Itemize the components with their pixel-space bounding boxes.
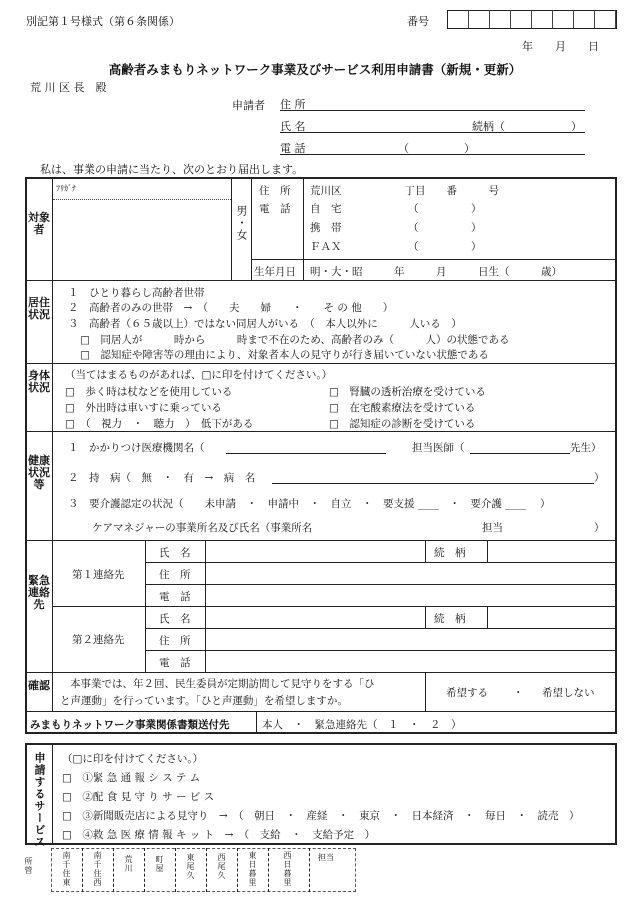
fax-label: ＦＡＸ — [310, 241, 342, 253]
office-tanto: 担当 — [318, 853, 334, 862]
divider — [251, 259, 616, 260]
contact-1-address-label: 住 所 — [159, 569, 191, 581]
contact-2-label: 第２連絡先 — [72, 634, 125, 646]
divider — [487, 606, 488, 628]
contact-2-address-label: 住 所 — [159, 635, 191, 647]
office-higashi-ogu[interactable]: 東尾久 — [186, 853, 195, 880]
office-nishi-ogu[interactable]: 西尾久 — [217, 853, 226, 880]
chronic-disease-label: ２ 持 病（ 無 ・ 有 → 病 名 — [68, 472, 256, 484]
divider — [256, 711, 257, 733]
office-arakawa[interactable]: 荒川 — [124, 855, 133, 873]
label-column-divider — [52, 178, 53, 711]
divider — [175, 848, 176, 892]
applicant-name-label: 氏 名 — [280, 120, 306, 133]
divider — [425, 672, 426, 711]
divider — [145, 584, 616, 585]
divider — [145, 562, 616, 563]
physical-check-cane[interactable]: □ 歩く時は杖などを使用している — [65, 386, 233, 398]
divider — [251, 178, 252, 280]
mobile-phone-field[interactable]: （ ） — [408, 222, 482, 234]
confirm-text-2: と声運動」を行っています。「ひと声運動」を希望しますか。 — [60, 695, 348, 707]
physical-section-label: 身体状況 — [28, 369, 50, 394]
addressee: 荒 川 区 長 殿 — [30, 81, 107, 94]
want-option[interactable]: 希望する — [446, 687, 488, 699]
services-note: （□に印を付けてください。） — [62, 753, 204, 765]
office-machiya[interactable]: 町屋 — [155, 855, 164, 873]
confirm-section-label: 確認 — [28, 679, 50, 692]
disease-close: ） — [594, 472, 605, 484]
contact-1-name-field[interactable] — [207, 542, 423, 561]
target-name-field[interactable] — [54, 201, 230, 279]
contact-2-name-field[interactable] — [207, 608, 423, 627]
target-address-label: 住 所 — [259, 185, 291, 197]
target-section-label: 対象者 — [28, 211, 50, 236]
services-section-label: 申請するサービス — [33, 752, 46, 848]
number-label: 番号 — [407, 15, 429, 28]
contact-2-phone-label: 電 話 — [159, 657, 191, 669]
divider — [145, 628, 616, 629]
divider — [206, 848, 207, 892]
service-medical-kit[interactable]: □ ④救 急 医 療 情 報 キ ッ ト → （ 支給 ・ 支給予定 ） — [62, 829, 376, 841]
separator — [26, 711, 616, 712]
divider — [144, 848, 145, 892]
contact-1-phone-label: 電 話 — [159, 591, 191, 603]
residence-check-dementia[interactable]: □ 認知症や障害等の理由により、対象者本人の見守りが行き届いていない状態である — [80, 349, 489, 361]
documents-destination-label: みまもりネットワーク事業関係書類送付先 — [30, 719, 230, 731]
home-phone-field[interactable]: （ ） — [408, 203, 482, 215]
clinic-label: １ かかりつけ医療機関名（ — [68, 442, 205, 454]
target-address-value[interactable]: 荒川区 丁目 番 号 — [310, 185, 499, 197]
applicant-label: 申請者 — [232, 99, 265, 112]
physical-check-dementia[interactable]: □ 認知症の診断を受けている — [329, 418, 476, 430]
clinic-field[interactable] — [226, 440, 386, 454]
residence-option-1[interactable]: １ ひとり暮らし高齢者世帯 — [68, 287, 205, 299]
contact-2-name-label: 氏 名 — [159, 613, 191, 625]
divider — [303, 178, 304, 280]
contact-2-address-field[interactable] — [207, 630, 614, 649]
birthdate-field[interactable]: 明・大・昭 年 月 日生（ 歳） — [310, 266, 562, 278]
contact-1-relation-field[interactable] — [489, 542, 614, 561]
furigana-divider — [53, 199, 231, 200]
divider — [52, 744, 53, 844]
physical-check-dialysis[interactable]: □ 腎臓の透析治療を受けている — [329, 386, 486, 398]
health-section-label: 健康状況等 — [28, 454, 50, 491]
residence-option-3[interactable]: ３ 高齢者（６５歳以上）ではない同居人がいる （ 本人以外に 人いる ） — [68, 318, 462, 330]
office-higashi-nippori[interactable]: 東日暮里 — [248, 851, 257, 887]
residence-option-2[interactable]: ２ 高齢者のみの世帯 → （ 夫 婦 ・ そ の 他 ） — [68, 302, 394, 314]
target-phone-label: 電 話 — [259, 203, 291, 215]
service-emergency-alert[interactable]: □ ①緊 急 通 報 シ ス テ ム — [62, 772, 201, 784]
applicant-phone-label: 電 話 — [280, 142, 306, 155]
birthdate-label: 生年月日 — [254, 266, 296, 278]
contact-2-relation-label: 続 柄 — [434, 613, 466, 625]
divider — [145, 650, 616, 651]
divider — [425, 540, 426, 562]
form-number: 別記第１号様式（第６条関係） — [26, 15, 180, 28]
documents-destination-value[interactable]: 本人 ・ 緊急連絡先（ １ ・ ２ ） — [262, 719, 462, 731]
separator — [26, 280, 616, 281]
physical-check-vision[interactable]: □ （ 視力 ・ 聴力 ） 低下がある — [65, 418, 254, 430]
home-phone-label: 自 宅 — [310, 203, 342, 215]
not-want-option[interactable]: 希望しない — [542, 687, 595, 699]
divider — [425, 606, 426, 628]
separator — [26, 672, 616, 673]
divider — [309, 848, 310, 892]
residence-check-absence[interactable]: □ 同居人が 時から 時まで不在のため、高齢者のみ（ 人）の状態である — [80, 334, 510, 346]
gender-select[interactable]: 男・女 — [235, 205, 248, 241]
office-label: 所管 — [24, 857, 33, 875]
applicant-address-label: 住 所 — [280, 98, 306, 111]
contact-2-relation-field[interactable] — [489, 608, 614, 627]
applicant-relation: 続柄（ ） — [472, 120, 582, 133]
service-newspaper-watch[interactable]: □ ③新聞販売店による見守り → （ 朝日 ・ 産経 ・ 東京 ・ 日本経済 ・ 毎日 ・ 読売 ） — [62, 810, 580, 822]
divider — [487, 540, 488, 562]
furigana-label: ﾌﾘｶﾞﾅ — [56, 184, 76, 193]
residence-section-label: 居住状況 — [28, 296, 50, 321]
care-manager-tanto: 担当 — [482, 522, 503, 534]
divider — [82, 848, 83, 892]
divider — [53, 606, 616, 607]
doctor-suffix: 先生） — [570, 442, 602, 454]
separator — [26, 363, 616, 364]
contact-1-name-label: 氏 名 — [159, 547, 191, 559]
contact-1-phone-field[interactable] — [207, 586, 614, 605]
contact-1-label: 第１連絡先 — [72, 569, 125, 581]
contact-1-address-field[interactable] — [207, 564, 614, 583]
separator — [26, 540, 616, 541]
care-level-status[interactable]: ３ 要介護認定の状況（ 未申請 ・ 申請中 ・ 自立 ・ 要支援 ____ ・ 要介護 ____ ） — [68, 498, 551, 510]
divider — [231, 178, 232, 280]
confirm-separator: ・ — [513, 687, 524, 699]
applicant-address-field[interactable] — [280, 96, 585, 111]
fax-field[interactable]: （ ） — [408, 241, 482, 253]
divider — [113, 848, 114, 892]
number-boxes[interactable] — [447, 10, 617, 29]
physical-note: （当てはまるものがあれば、□に印を付けてください。） — [65, 369, 333, 381]
chronic-disease-field[interactable] — [272, 470, 594, 484]
confirm-text-1: 本事業では、年２回、民生委員が定期訪問して見守りをする「ひ — [70, 678, 375, 690]
doctor-field[interactable] — [470, 440, 570, 454]
office-nishi-nippori[interactable]: 西日暮里 — [283, 851, 292, 887]
contact-1-relation-label: 続 柄 — [434, 547, 466, 559]
applicant-phone-paren: （ ） — [398, 142, 475, 155]
contact-2-phone-field[interactable] — [207, 652, 614, 671]
separator — [26, 431, 616, 432]
doctor-label: 担当医師（ — [412, 442, 465, 454]
divider — [268, 848, 269, 892]
application-date: 年 月 日 — [522, 40, 599, 53]
physical-check-wheelchair[interactable]: □ 外出時は車いすに乗っている — [65, 402, 222, 414]
care-manager-close: ） — [594, 522, 605, 534]
service-meal-watch[interactable]: □ ②配 食 見 守 り サ ー ビ ス — [62, 791, 215, 803]
mobile-phone-label: 携 帯 — [310, 222, 342, 234]
divider — [237, 848, 238, 892]
page-title: 高齢者みまもりネットワーク事業及びサービス利用申請書（新規・更新） — [108, 62, 522, 77]
care-manager-label: ケアマネジャーの事業所名及び氏名（事業所名 — [92, 522, 313, 534]
intro-text: 私は、事業の申請に当たり、次のとおり届出します。 — [40, 163, 304, 176]
emergency-section-label: 緊急連絡先 — [28, 574, 50, 611]
office-minami-senju-nishi[interactable]: 南千住西 — [93, 851, 102, 887]
office-minami-senju-higashi[interactable]: 南千住東 — [62, 851, 71, 887]
physical-check-oxygen[interactable]: □ 在宅酸素療法を受けている — [329, 402, 476, 414]
